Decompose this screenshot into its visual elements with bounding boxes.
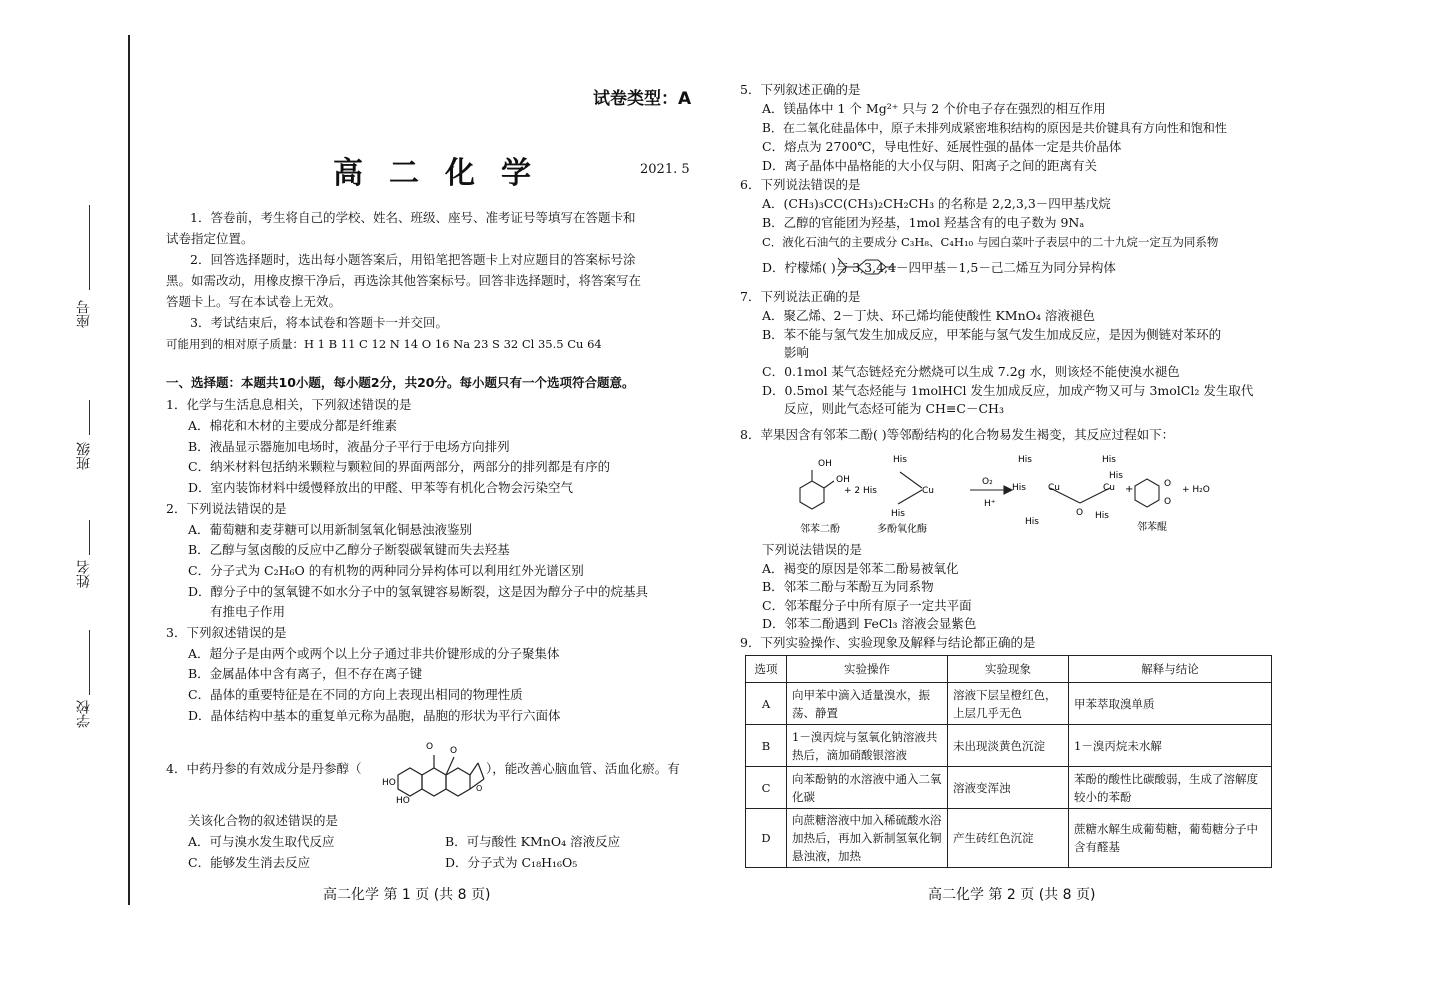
- page-title: 高二化学: [333, 156, 557, 191]
- option: D．离子晶体中晶格能的大小仅与阴、阳离子之间的距离有关: [762, 158, 1098, 173]
- cell: 未出现淡黄色沉淀: [948, 725, 1069, 767]
- class-field[interactable]: [89, 400, 90, 435]
- option: B．邻苯二酚与苯酚互为同系物: [762, 579, 934, 594]
- limonene-structure: [830, 252, 908, 282]
- cell: 1－溴丙烷与氢氧化钠溶液共热后，滴加硝酸银溶液: [787, 725, 948, 767]
- table-header-row: [746, 656, 1272, 683]
- cell: 蔗糖水解生成葡萄糖，葡萄糖分子中含有醛基: [1069, 809, 1272, 868]
- option: C．0.1mol 某气态链烃充分燃烧可以生成 7.2g 水，则该烃不能使溴水褪色: [762, 364, 1180, 379]
- option-continued: 有推电子作用: [210, 604, 286, 619]
- table-row: [746, 683, 1272, 725]
- question-stem: 4．中药丹参的有效成分是丹参醇（: [166, 761, 362, 776]
- cell: B: [746, 725, 787, 767]
- option: B．可与酸性 KMnO₄ 溶液反应: [445, 834, 621, 849]
- option: D．0.5mol 某气态烃能与 1molHCl 发生加成反应，加成产物又可与 3molCl₂ 发生取代: [762, 383, 1254, 398]
- cell: D: [746, 809, 787, 868]
- option: C．晶体的重要特征是在不同的方向上表现出相同的物理性质: [188, 687, 523, 702]
- his-label: His: [893, 455, 907, 465]
- question-stem: 下列说法错误的是: [762, 542, 863, 557]
- option: D．醇分子中的氢氧键不如水分子中的氢氧键容易断裂，这是因为醇分子中的烷基具: [188, 584, 649, 599]
- svg-text:O: O: [450, 746, 458, 756]
- option: D．柠檬烯( )与 3,3,4,4－四甲基－1,5－己二烯互为同分异构体: [762, 260, 1116, 275]
- his-label: His: [1102, 455, 1116, 465]
- option: A．(CH₃)₃CC(CH₃)₂CH₂CH₃ 的名称是 2,2,3,3－四甲基戊烷: [762, 196, 1111, 211]
- instruction-line: 试卷指定位置。: [166, 231, 254, 246]
- col-header: 选项: [746, 656, 787, 683]
- question-stem: 3．下列叙述错误的是: [166, 625, 287, 640]
- svg-text:O: O: [476, 784, 483, 793]
- oh-label: OH: [836, 475, 850, 485]
- atomic-masses: 可能用到的相对原子质量：H 1 B 11 C 12 N 14 O 16 Na 23 S 32 Cl 35.5 Cu 64: [166, 337, 602, 351]
- instruction-line: 3．考试结束后，将本试卷和答题卡一并交回。: [190, 315, 448, 330]
- plus-label: +: [1125, 484, 1134, 495]
- option: B．苯不能与氢气发生加成反应，甲苯能与氢气发生加成反应，是因为侧链对苯环的: [762, 327, 1222, 342]
- coef-label: + 2 His: [844, 486, 877, 496]
- cu-label: Cu: [922, 486, 934, 496]
- cell: C: [746, 767, 787, 809]
- cell: 1－溴丙烷未水解: [1069, 725, 1272, 767]
- cell: 溶液变浑浊: [948, 767, 1069, 809]
- option: D．邻苯二酚遇到 FeCl₃ 溶液会显紫色: [762, 616, 977, 631]
- option: A．褐变的原因是邻苯二酚易被氧化: [762, 561, 959, 576]
- cell: A: [746, 683, 787, 725]
- option: C．纳米材料包括纳米颗粒与颗粒间的界面两部分，两部分的排列都是有序的: [188, 459, 611, 474]
- school-field[interactable]: [89, 630, 90, 695]
- seat-field[interactable]: [89, 205, 90, 290]
- question-stem: 9．下列实验操作、实验现象及解释与结论都正确的是: [740, 635, 1036, 650]
- table-row: [746, 725, 1272, 767]
- o-label: O: [1164, 497, 1172, 507]
- o2-label: O₂: [982, 477, 993, 487]
- instruction-line: 1．答卷前，考生将自己的学校、姓名、班级、座号、准考证号等填写在答题卡和: [190, 210, 636, 225]
- option: C．分子式为 C₂H₆O 的有机物的两种同分异构体可以利用红外光谱区别: [188, 563, 584, 578]
- cell: 向苯酚钠的水溶液中通入二氧化碳: [787, 767, 948, 809]
- option: A．葡萄糖和麦芽糖可以用新制氢氧化铜悬浊液鉴别: [188, 522, 473, 537]
- reaction-scheme: [780, 448, 1240, 540]
- his-label: His: [1018, 455, 1032, 465]
- his-label: His: [1095, 511, 1109, 521]
- option: A．可与溴水发生取代反应: [188, 834, 335, 849]
- seat-label: 座号: [76, 300, 92, 328]
- col-header: 解释与结论: [1069, 656, 1272, 683]
- name-label: 姓名: [76, 560, 92, 588]
- option: A．棉花和木材的主要成分都是纤维素: [188, 418, 398, 433]
- option: A．镁晶体中 1 个 Mg²⁺ 只与 2 个价电子存在强烈的相互作用: [762, 101, 1106, 116]
- o-label: O: [1076, 508, 1084, 518]
- table-row: [746, 809, 1272, 868]
- svg-text:O: O: [426, 742, 434, 752]
- option: A．超分子是由两个或两个以上分子通过非共价键形成的分子聚集体: [188, 646, 560, 661]
- option: A．聚乙烯、2－丁炔、环己烯均能使酸性 KMnO₄ 溶液褪色: [762, 308, 1095, 323]
- instruction-line: 黑。如需改动，用橡皮擦干净后，再选涂其他答案标号。回答非选择题时，将答案写在: [166, 273, 642, 288]
- school-label: 学校: [76, 700, 92, 728]
- name-field[interactable]: [89, 520, 90, 555]
- option: B．液晶显示器施加电场时，液晶分子平行于电场方向排列: [188, 439, 510, 454]
- cu-label: Cu: [1048, 483, 1060, 493]
- page-footer-right: 高二化学 第 2 页 (共 8 页): [928, 887, 1096, 903]
- question-stem: 7．下列说法正确的是: [740, 289, 861, 304]
- cell: 苯酚的酸性比碳酸弱，生成了溶解度较小的苯酚: [1069, 767, 1272, 809]
- enzyme-label: 多酚氧化酶: [877, 524, 927, 535]
- mol-label: HO: [396, 796, 410, 806]
- catechol-label: 邻苯二酚: [800, 524, 840, 535]
- option: C．邻苯醌分子中所有原子一定共平面: [762, 598, 972, 613]
- his-label: His: [1025, 517, 1039, 527]
- option: D．室内装饰材料中缓慢释放出的甲醛、甲苯等有机化合物会污染空气: [188, 480, 574, 495]
- his-label: His: [1109, 471, 1123, 481]
- his-label: His: [891, 509, 905, 519]
- option: C．液化石油气的主要成分 C₃H₈、C₄H₁₀ 与园白菜叶子表层中的二十九烷一定互为同系物: [762, 235, 1219, 249]
- table-row: [746, 767, 1272, 809]
- col-header: 实验操作: [787, 656, 948, 683]
- cell: 溶液下层呈橙红色，上层几乎无色: [948, 683, 1069, 725]
- option: D．分子式为 C₁₈H₁₆O₅: [445, 855, 578, 870]
- water-label: + H₂O: [1182, 485, 1210, 495]
- option-continued: 影响: [784, 345, 810, 360]
- option: B．乙醇与氢卤酸的反应中乙醇分子断裂碳氧键而失去羟基: [188, 542, 510, 557]
- question-stem: 1．化学与生活息息相关，下列叙述错误的是: [166, 397, 412, 412]
- class-label: 班级: [76, 442, 92, 470]
- experiment-table: [745, 655, 1272, 868]
- col-header: 实验现象: [948, 656, 1069, 683]
- cell: 向甲苯中滴入适量溴水，振荡、静置: [787, 683, 948, 725]
- product-label: 邻苯醌: [1137, 522, 1167, 533]
- option: C．熔点为 2700℃，导电性好、延展性强的晶体一定是共价晶体: [762, 139, 1122, 154]
- option: B．在二氧化硅晶体中，原子未排列成紧密堆积结构的原因是共价键具有方向性和饱和性: [762, 121, 1227, 135]
- instruction-line: 答题卡上。写在本试卷上无效。: [166, 294, 342, 309]
- mol-label: HO: [382, 778, 396, 788]
- question-stem: ），能改善心脑血管、活血化瘀。有: [486, 761, 680, 776]
- exam-date: 2021. 5: [640, 162, 690, 177]
- page-footer-left: 高二化学 第 1 页 (共 8 页): [323, 887, 491, 903]
- option: C．能够发生消去反应: [188, 855, 311, 870]
- cell: 产生砖红色沉淀: [948, 809, 1069, 868]
- question-stem: 2．下列说法错误的是: [166, 501, 287, 516]
- instruction-line: 2．回答选择题时，选出每小题答案后，用铅笔把答题卡上对应题目的答案标号涂: [190, 252, 636, 267]
- cell: 甲苯萃取溴单质: [1069, 683, 1272, 725]
- option: D．晶体结构中基本的重复单元称为晶胞，晶胞的形状为平行六面体: [188, 708, 561, 723]
- binding-line: [128, 35, 130, 905]
- question-stem: 8．苹果因含有邻苯二酚( )等邻酚结构的化合物易发生褐变，其反应过程如下：: [740, 427, 1175, 442]
- option: B．乙醇的官能团为羟基，1mol 羟基含有的电子数为 9Nₐ: [762, 215, 1085, 230]
- h-label: H⁺: [984, 499, 996, 509]
- tanshinol-structure: [378, 735, 488, 807]
- cell: 向蔗糖溶液中加入稀硫酸水浴加热后，再加入新制氢氧化铜悬浊液，加热: [787, 809, 948, 868]
- question-stem: 关该化合物的叙述错误的是: [188, 813, 339, 828]
- o-label: O: [1164, 479, 1172, 489]
- option: B．金属晶体中含有离子，但不存在离子键: [188, 666, 423, 681]
- his-label: His: [1012, 483, 1026, 493]
- question-stem: 5．下列叙述正确的是: [740, 82, 861, 97]
- question-stem: 6．下列说法错误的是: [740, 177, 861, 192]
- oh-label: OH: [818, 459, 832, 469]
- paper-type: 试卷类型：A: [593, 89, 692, 109]
- section-heading: 一、选择题：本题共10小题，每小题2分，共20分。每小题只有一个选项符合题意。: [166, 375, 635, 390]
- cu-label: Cu: [1103, 483, 1115, 493]
- option-continued: 反应，则此气态烃可能为 CH≡C－CH₃: [784, 401, 1004, 416]
